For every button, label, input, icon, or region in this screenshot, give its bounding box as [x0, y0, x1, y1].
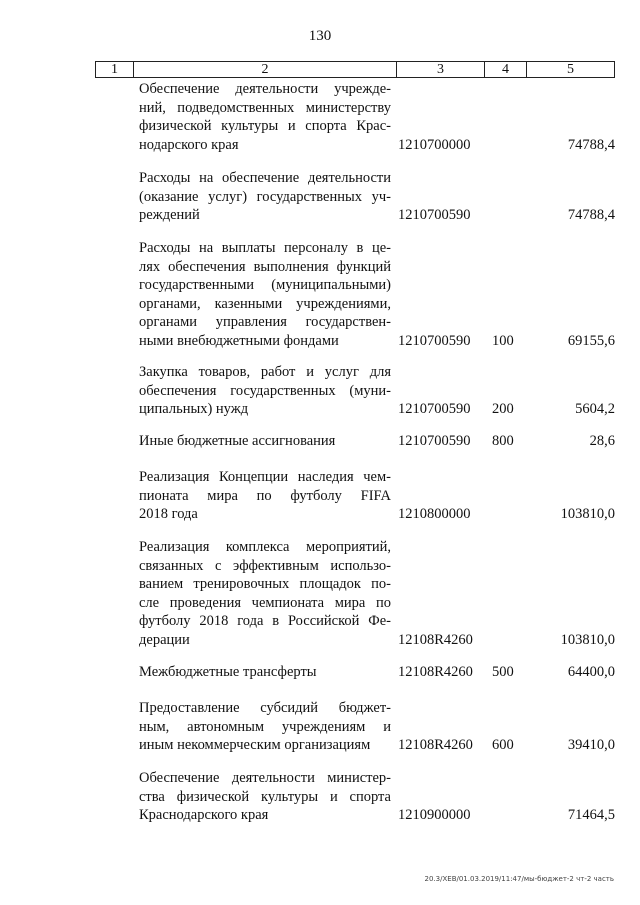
description-line: лях обеспечения выполнения функций	[139, 258, 391, 275]
header-col-4: 4	[485, 62, 527, 77]
row-description	[139, 169, 391, 225]
description-line: Реализация комплекса мероприятий,	[139, 539, 391, 555]
header-col-3: 3	[397, 62, 485, 77]
row-expense-type: 500	[492, 664, 514, 680]
row-expense-type: 800	[492, 433, 514, 449]
row-code: 1210800000	[398, 506, 471, 522]
description-line: Реализация Концепции наследия чем-	[139, 469, 391, 485]
description-line: Предоставление субсидий бюджет-	[139, 700, 391, 716]
row-description	[139, 663, 391, 682]
table-row	[139, 169, 615, 225]
description-line: ными внебюджетными фондами	[139, 332, 339, 349]
row-amount: 103810,0	[560, 631, 615, 648]
row-description	[139, 699, 391, 755]
description-line: иным некоммерческим организациям	[139, 737, 371, 753]
description-line: сле проведения чемпионата мира по	[139, 594, 391, 611]
description-line: (оказание услуг) государственных уч-	[139, 188, 391, 205]
table-row	[139, 363, 615, 419]
table-row	[139, 239, 615, 350]
description-line: государственными (муниципальными)	[139, 277, 391, 293]
description-line: Обеспечение деятельности министер-	[139, 770, 391, 786]
row-code: 12108R4260	[398, 664, 473, 680]
row-amount: 103810,0	[560, 506, 615, 522]
description-line: Иные бюджетные ассигнования	[139, 433, 336, 449]
description-line: ципальных) нужд	[139, 401, 249, 417]
description-line: Расходы на выплаты персоналу в це-	[139, 240, 391, 256]
row-amount: 71464,5	[567, 807, 615, 823]
table-row	[139, 663, 615, 682]
description-line: ванием тренировочных площадок по-	[139, 576, 391, 592]
description-line: футболу 2018 года в Российской Фе-	[139, 613, 391, 629]
page-number: 130	[308, 28, 332, 44]
description-line: нодарского края	[139, 136, 239, 153]
row-amount: 74788,4	[567, 207, 615, 223]
header-col-5: 5	[567, 62, 574, 77]
description-line: Расходы на обеспечение деятельности	[139, 170, 391, 186]
table-row	[139, 468, 615, 524]
row-amount: 69155,6	[567, 332, 615, 349]
table-row	[139, 432, 615, 451]
table-row	[139, 80, 615, 154]
row-amount: 39410,0	[567, 737, 615, 753]
description-line: реждений	[139, 207, 200, 223]
description-line: органами, казенными учреждениями,	[139, 295, 391, 312]
row-description	[139, 538, 391, 649]
row-description	[139, 363, 391, 419]
description-line: дерации	[139, 631, 190, 648]
table-row	[139, 769, 615, 825]
description-line: ным, автономным учреждениям и	[139, 718, 391, 735]
row-code: 1210700590	[398, 207, 471, 223]
row-amount: 64400,0	[567, 664, 615, 680]
row-expense-type: 200	[492, 401, 514, 417]
description-line: Обеспечение деятельности учрежде-	[139, 81, 391, 97]
row-expense-type: 600	[492, 737, 514, 753]
description-line: Закупка товаров, работ и услуг для	[139, 364, 391, 380]
row-code: 1210700000	[398, 136, 471, 153]
row-description	[139, 80, 391, 154]
description-line: ства физической культуры и спорта	[139, 788, 391, 805]
header-col-2: 2	[134, 62, 397, 77]
row-code: 1210700590	[398, 433, 471, 449]
table-header	[95, 61, 615, 78]
description-line: Межбюджетные трансферты	[139, 664, 317, 680]
description-line: связанных с эффективным использо-	[139, 557, 391, 574]
description-line: ний, подведомственных министерству	[139, 99, 391, 116]
row-description	[139, 432, 391, 451]
description-line: Краснодарского края	[139, 807, 269, 823]
description-line: пионата мира по футболу FIFA	[139, 487, 391, 504]
row-description	[139, 468, 391, 524]
header-col-1: 1	[96, 62, 134, 77]
row-code: 1210700590	[398, 401, 471, 417]
row-amount: 5604,2	[575, 401, 615, 417]
row-expense-type: 100	[492, 332, 514, 349]
row-code: 12108R4260	[398, 737, 473, 753]
row-amount: 28,6	[589, 433, 615, 449]
row-code: 1210900000	[398, 807, 471, 823]
table-row	[139, 538, 615, 649]
description-line: обеспечения государственных (муни-	[139, 382, 391, 399]
row-amount: 74788,4	[567, 136, 615, 153]
description-line: физической культуры и спорта Крас-	[139, 118, 391, 134]
row-description	[139, 239, 391, 350]
description-line: органами управления государствен-	[139, 314, 391, 330]
row-code: 1210700590	[398, 332, 471, 349]
description-line: 2018 года	[139, 506, 198, 522]
row-code: 12108R4260	[398, 631, 473, 648]
table-row	[139, 699, 615, 755]
footer-stamp: 20.3/ХЕВ/01.03.2019/11:47/мы-бюджет-2 чт-2 часть	[424, 875, 614, 883]
row-description	[139, 769, 391, 825]
